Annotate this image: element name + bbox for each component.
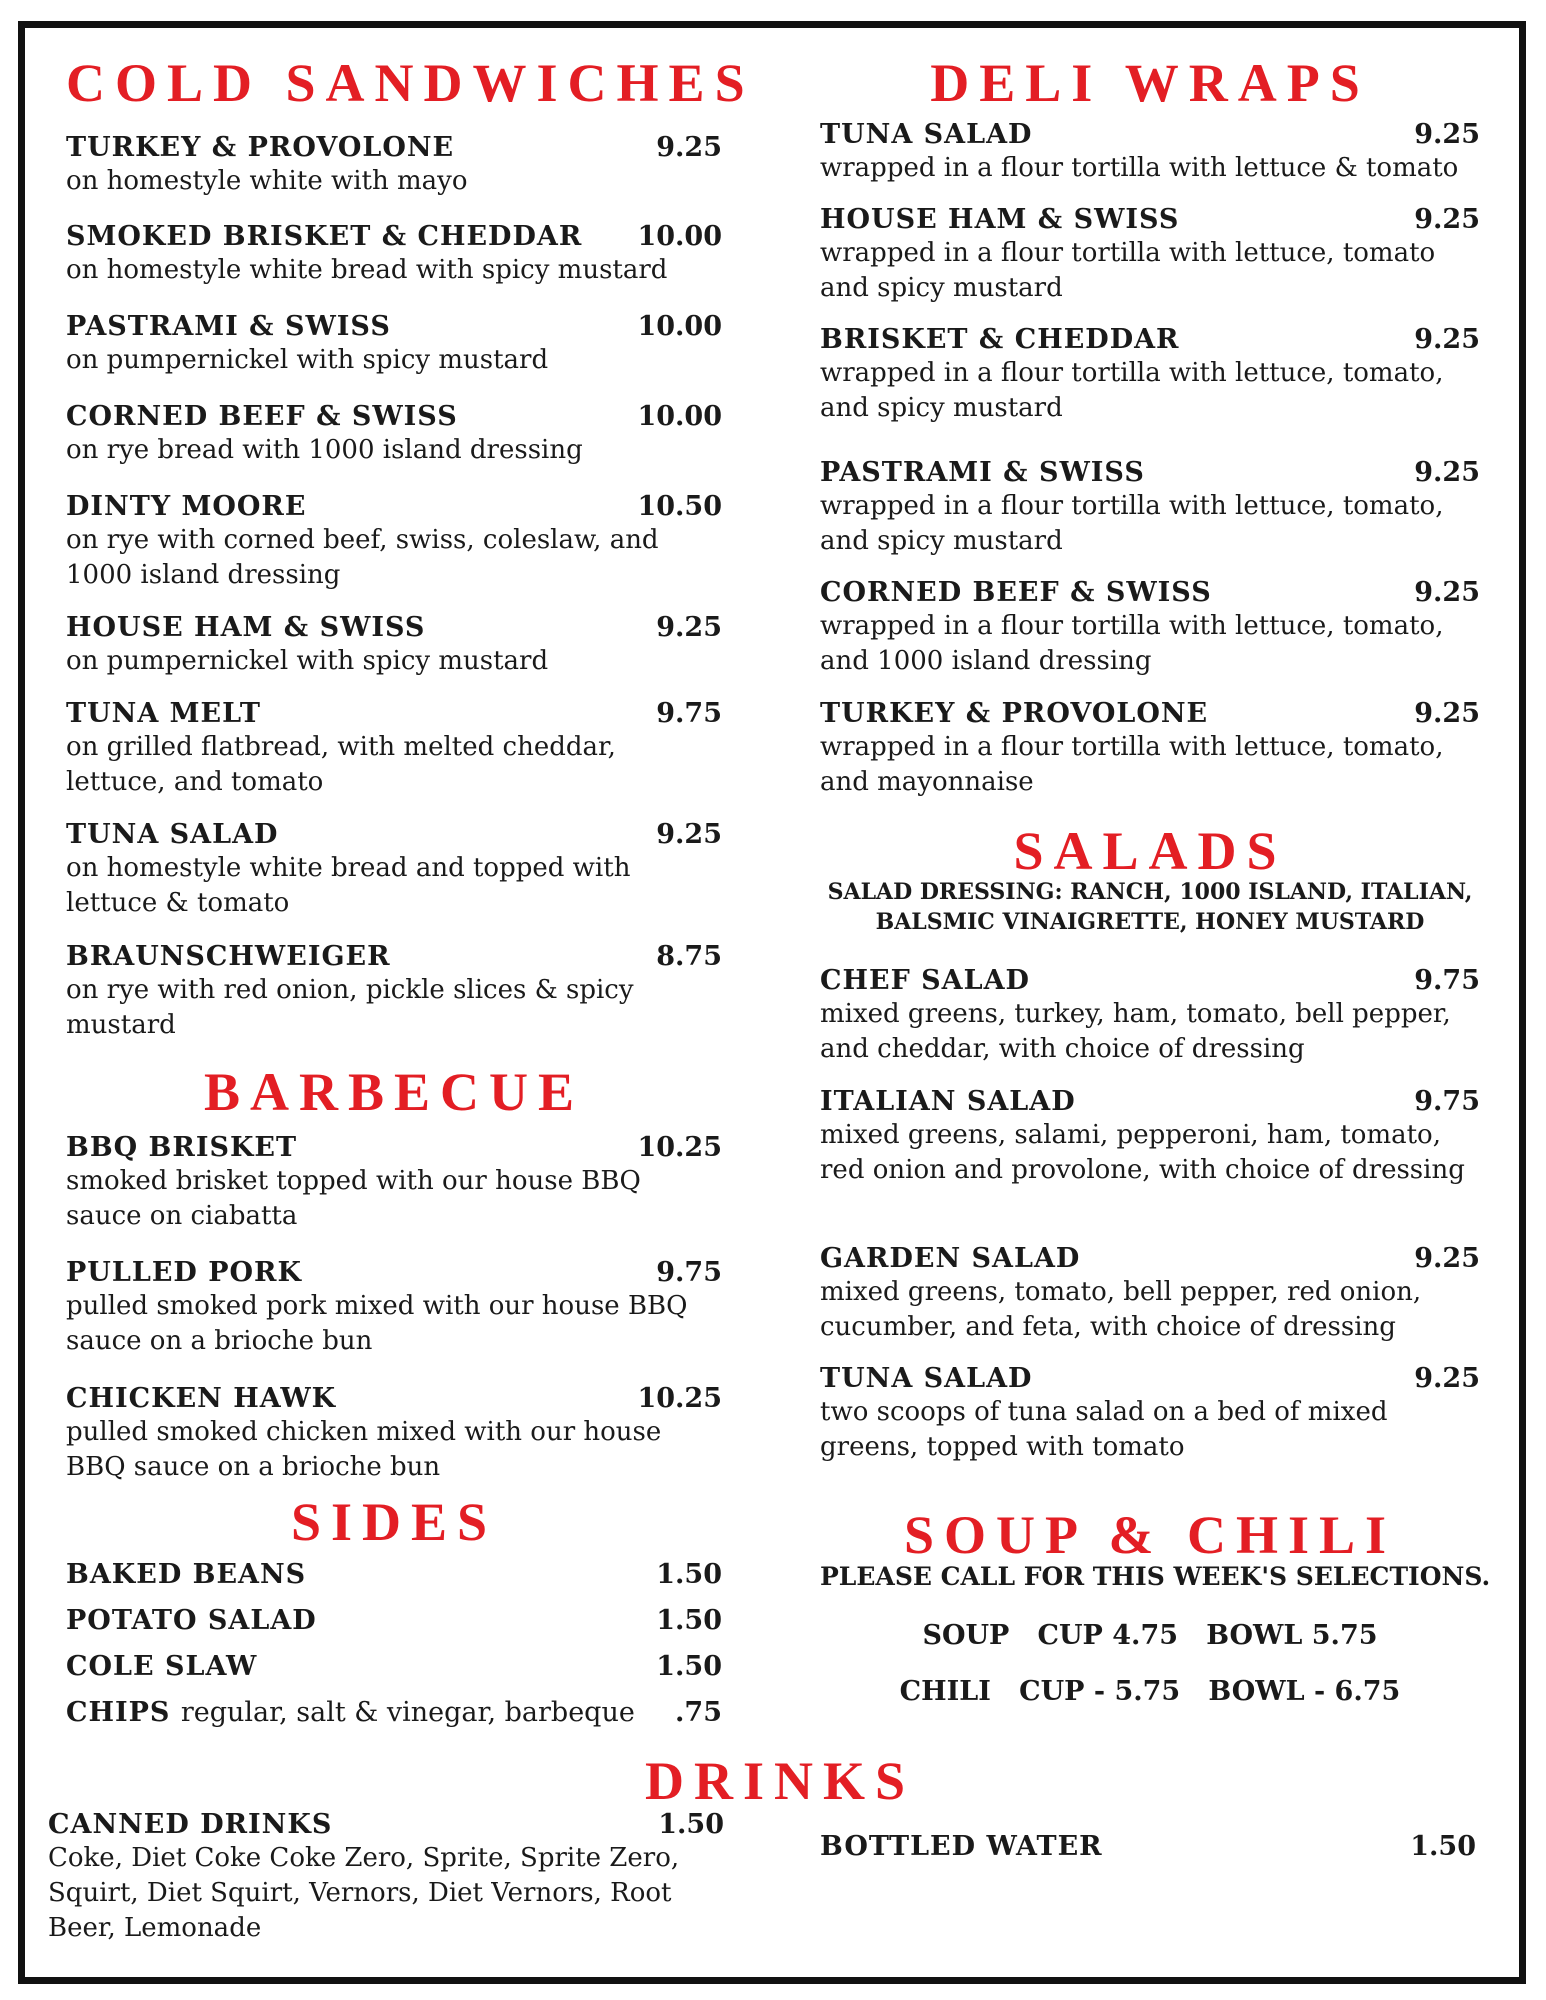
item-price: 9.75: [1414, 965, 1480, 996]
soup-chili-heading: SOUP & CHILI: [903, 1505, 1397, 1565]
cold-sandwiches-heading: COLD SANDWICHES: [66, 53, 755, 113]
item-price: 1.50: [656, 1559, 722, 1590]
item-name: PULLED PORK: [66, 1257, 302, 1288]
salad-dressing-line1: SALAD DRESSING: RANCH, 1000 ISLAND, ITALIAN,: [827, 879, 1473, 905]
item-price: 9.75: [1414, 1086, 1480, 1117]
chips-label: CHIPS: [66, 1697, 171, 1728]
menu-item: [66, 818, 722, 921]
item-price: 10.25: [637, 1132, 722, 1163]
drinks-heading: DRINKS: [644, 1751, 916, 1811]
item-price: 1.50: [656, 1651, 722, 1682]
item-description: on rye bread with 1000 island dressing: [66, 435, 583, 465]
menu-item: [820, 118, 1480, 186]
menu-item: [820, 697, 1480, 800]
item-price: 10.50: [637, 491, 722, 522]
item-name: TUNA SALAD: [820, 1363, 1033, 1394]
item-name: CHEF SALAD: [820, 965, 1030, 996]
item-description: on homestyle white bread and topped with lettuce & tomato: [66, 853, 631, 918]
item-name: CORNED BEEF & SWISS: [66, 401, 458, 432]
item-name: BAKED BEANS: [66, 1559, 307, 1590]
item-price: 1.50: [1410, 1831, 1476, 1862]
item-price: 10.00: [637, 311, 722, 342]
soup-prices: SOUP CUP 4.75 BOWL 5.75: [922, 1620, 1378, 1651]
menu-item: [66, 611, 722, 679]
item-price: 9.25: [1414, 457, 1480, 488]
item-name: GARDEN SALAD: [820, 1243, 1081, 1274]
item-description: wrapped in a flour tortilla with lettuce, tomato, and mayonnaise: [820, 732, 1444, 797]
item-name: ITALIAN SALAD: [820, 1086, 1076, 1117]
item-description: on grilled flatbread, with melted cheddar, lettuce, and tomato: [66, 732, 616, 797]
menu-item: [820, 1242, 1480, 1345]
item-description: on pumpernickel with spicy mustard: [66, 646, 549, 676]
menu-item: [66, 1650, 722, 1684]
salad-dressing-note: [820, 877, 1480, 937]
menu-item: [66, 940, 722, 1043]
item-description: smoked brisket topped with our house BBQ sauce on ciabatta: [66, 1166, 641, 1231]
chips-flavors: regular, salt & vinegar, barbeque: [180, 1697, 635, 1728]
item-description: on homestyle white bread with spicy mustard: [66, 255, 668, 285]
item-description: on rye with red onion, pickle slices & spicy mustard: [66, 975, 634, 1040]
item-price: 9.25: [1414, 119, 1480, 150]
item-price: 9.25: [1414, 577, 1480, 608]
salads-heading: SALADS: [1013, 821, 1287, 881]
item-description: pulled smoked chicken mixed with our house BBQ sauce on a brioche bun: [66, 1417, 662, 1482]
item-description: on homestyle white with mayo: [66, 166, 468, 196]
menu-item: [820, 456, 1480, 559]
salad-dressing-line2: BALSMIC VINAIGRETTE, HONEY MUSTARD: [875, 909, 1425, 935]
item-price: 10.25: [637, 1383, 722, 1414]
menu-item: [66, 1382, 722, 1485]
item-description: on rye with corned beef, swiss, coleslaw, and 1000 island dressing: [66, 525, 659, 590]
item-price: 9.25: [656, 132, 722, 163]
menu-item: [820, 323, 1480, 426]
item-name: BRAUNSCHWEIGER: [66, 941, 391, 972]
menu-item: [820, 1085, 1480, 1188]
item-name: PASTRAMI & SWISS: [820, 457, 1145, 488]
menu-item: [66, 1604, 722, 1638]
item-price: 9.25: [1414, 324, 1480, 355]
item-description: mixed greens, turkey, ham, tomato, bell pepper, and cheddar, with choice of dressing: [820, 999, 1451, 1064]
item-price: 9.25: [1414, 698, 1480, 729]
item-name: TURKEY & PROVOLONE: [66, 132, 455, 163]
deli-wraps-heading: DELI WRAPS: [930, 53, 1370, 113]
item-name: HOUSE HAM & SWISS: [66, 612, 426, 643]
menu-item: [48, 1808, 728, 1946]
menu-item: [820, 1830, 1476, 1864]
menu-item: [66, 131, 722, 199]
menu-item: [66, 220, 722, 288]
item-description: wrapped in a flour tortilla with lettuce & tomato: [820, 153, 1459, 183]
item-price: 9.25: [656, 819, 722, 850]
item-name: TUNA MELT: [66, 698, 262, 729]
menu-item: [66, 697, 722, 800]
item-price: 9.25: [1414, 1363, 1480, 1394]
item-name: TURKEY & PROVOLONE: [820, 698, 1209, 729]
item-name: [66, 1696, 635, 1730]
sides-heading: SIDES: [290, 1492, 498, 1552]
menu-item: [66, 1558, 722, 1592]
item-name: POTATO SALAD: [66, 1605, 317, 1636]
menu-item: [66, 1256, 722, 1359]
item-description: wrapped in a flour tortilla with lettuce, tomato, and spicy mustard: [820, 491, 1444, 556]
item-name: DINTY MOORE: [66, 491, 307, 522]
item-name: BRISKET & CHEDDAR: [820, 324, 1180, 355]
item-name: HOUSE HAM & SWISS: [820, 204, 1180, 235]
item-name: TUNA SALAD: [66, 819, 279, 850]
menu-item: [66, 490, 722, 593]
item-price: 9.75: [656, 1257, 722, 1288]
item-name: CHICKEN HAWK: [66, 1383, 337, 1414]
item-name: BBQ BRISKET: [66, 1132, 298, 1163]
item-description: Coke, Diet Coke Coke Zero, Sprite, Sprite Zero, Squirt, Diet Squirt, Vernors, Diet Vernors, Root Beer, Lemonade: [48, 1843, 680, 1943]
chili-prices: CHILI CUP - 5.75 BOWL - 6.75: [899, 1676, 1401, 1707]
barbecue-heading: BARBECUE: [203, 1062, 585, 1122]
item-name: TUNA SALAD: [820, 119, 1033, 150]
item-description: wrapped in a flour tortilla with lettuce, tomato and spicy mustard: [820, 238, 1436, 303]
soup-chili-note: PLEASE CALL FOR THIS WEEK'S SELECTIONS.: [820, 1562, 1491, 1591]
menu-item: [820, 964, 1480, 1067]
item-price: 9.25: [1414, 204, 1480, 235]
menu-item: [820, 1362, 1480, 1465]
item-price: 9.25: [656, 612, 722, 643]
item-name: CORNED BEEF & SWISS: [820, 577, 1212, 608]
menu-item: [820, 203, 1480, 306]
item-price: 1.50: [658, 1809, 724, 1840]
menu-item: [66, 1131, 722, 1234]
item-price: 9.75: [656, 698, 722, 729]
item-price: 9.25: [1414, 1243, 1480, 1274]
item-price: .75: [675, 1697, 722, 1728]
item-name: PASTRAMI & SWISS: [66, 311, 391, 342]
item-price: 8.75: [656, 941, 722, 972]
item-description: mixed greens, tomato, bell pepper, red onion, cucumber, and feta, with choice of dressing: [820, 1277, 1422, 1342]
menu-item: [66, 310, 722, 378]
menu-item: [66, 1696, 722, 1730]
item-price: 1.50: [656, 1605, 722, 1636]
menu-item: [66, 400, 722, 468]
item-name: CANNED DRINKS: [48, 1809, 333, 1840]
item-name: COLE SLAW: [66, 1651, 258, 1682]
item-description: pulled smoked pork mixed with our house BBQ sauce on a brioche bun: [66, 1291, 688, 1356]
item-description: wrapped in a flour tortilla with lettuce, tomato, and spicy mustard: [820, 358, 1444, 423]
item-name: BOTTLED WATER: [820, 1831, 1103, 1862]
menu-item: [820, 576, 1480, 679]
item-price: 10.00: [637, 401, 722, 432]
item-description: mixed greens, salami, pepperoni, ham, tomato, red onion and provolone, with choice of dressing: [820, 1120, 1465, 1185]
item-name: SMOKED BRISKET & CHEDDAR: [66, 221, 583, 252]
item-description: two scoops of tuna salad on a bed of mixed greens, topped with tomato: [820, 1397, 1388, 1462]
item-description: wrapped in a flour tortilla with lettuce, tomato, and 1000 island dressing: [820, 611, 1444, 676]
item-description: on pumpernickel with spicy mustard: [66, 345, 549, 375]
item-price: 10.00: [637, 221, 722, 252]
